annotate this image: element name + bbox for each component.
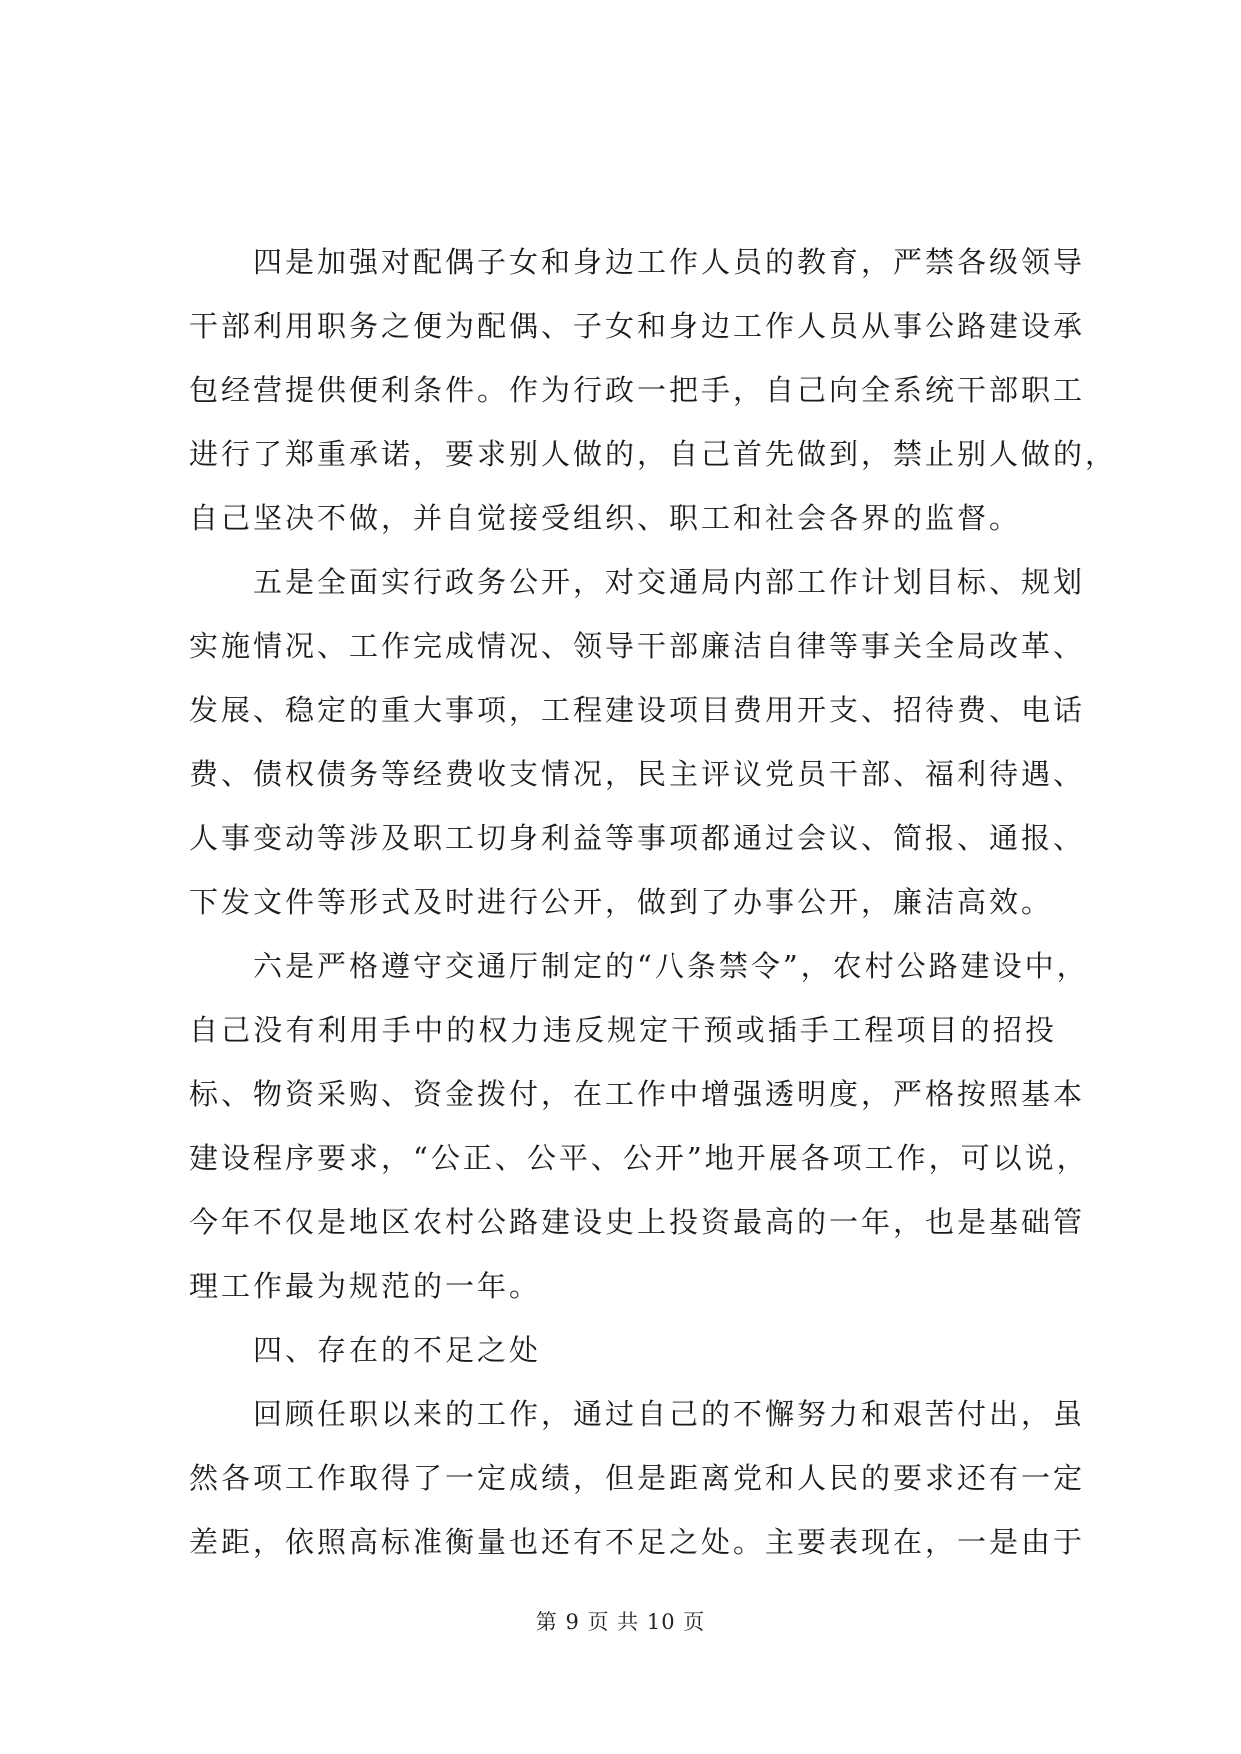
text-line: 标、物资采购、资金拨付，在工作中增强透明度，严格按照基本	[189, 1077, 1086, 1111]
text-line: 费、债权债务等经费收支情况，民主评议党员干部、福利待遇、	[189, 757, 1086, 791]
text-line: 建设程序要求，“公正、公平、公开”地开展各项工作，可以说，	[189, 1141, 1089, 1175]
text-line: 四是加强对配偶子女和身边工作人员的教育，严禁各级领导	[189, 245, 1086, 279]
section-heading: 四、存在的不足之处	[189, 1333, 542, 1367]
text-line: 干部利用职务之便为配偶、子女和身边工作人员从事公路建设承	[189, 309, 1086, 343]
page-number-footer: 第 9 页 共 10 页	[535, 1610, 706, 1634]
text-line: 下发文件等形式及时进行公开，做到了办事公开，廉洁高效。	[189, 885, 1054, 919]
text-line: 发展、稳定的重大事项，工程建设项目费用开支、招待费、电话	[189, 693, 1086, 727]
text-line: 今年不仅是地区农村公路建设史上投资最高的一年，也是基础管	[189, 1205, 1086, 1239]
text-line: 回顾任职以来的工作，通过自己的不懈努力和艰苦付出，虽	[189, 1397, 1086, 1431]
text-line: 进行了郑重承诺，要求别人做的，自己首先做到，禁止别人做的，	[189, 437, 1118, 471]
text-line: 六是严格遵守交通厅制定的“八条禁令”，农村公路建设中，	[189, 949, 1089, 983]
text-line: 理工作最为规范的一年。	[189, 1269, 542, 1303]
text-line: 包经营提供便利条件。作为行政一把手，自己向全系统干部职工	[189, 373, 1086, 407]
text-line: 差距，依照高标准衡量也还有不足之处。主要表现在，一是由于	[189, 1525, 1086, 1559]
document-body	[189, 230, 1118, 1574]
text-line: 人事变动等涉及职工切身利益等事项都通过会议、简报、通报、	[189, 821, 1086, 855]
text-line: 自己没有利用手中的权力违反规定干预或插手工程项目的招投	[189, 1013, 1057, 1047]
text-line: 五是全面实行政务公开，对交通局内部工作计划目标、规划	[189, 565, 1086, 599]
text-line: 自己坚决不做，并自觉接受组织、职工和社会各界的监督。	[189, 501, 1022, 535]
text-line: 然各项工作取得了一定成绩，但是距离党和人民的要求还有一定	[189, 1461, 1086, 1495]
text-line: 实施情况、工作完成情况、领导干部廉洁自律等事关全局改革、	[189, 629, 1086, 663]
